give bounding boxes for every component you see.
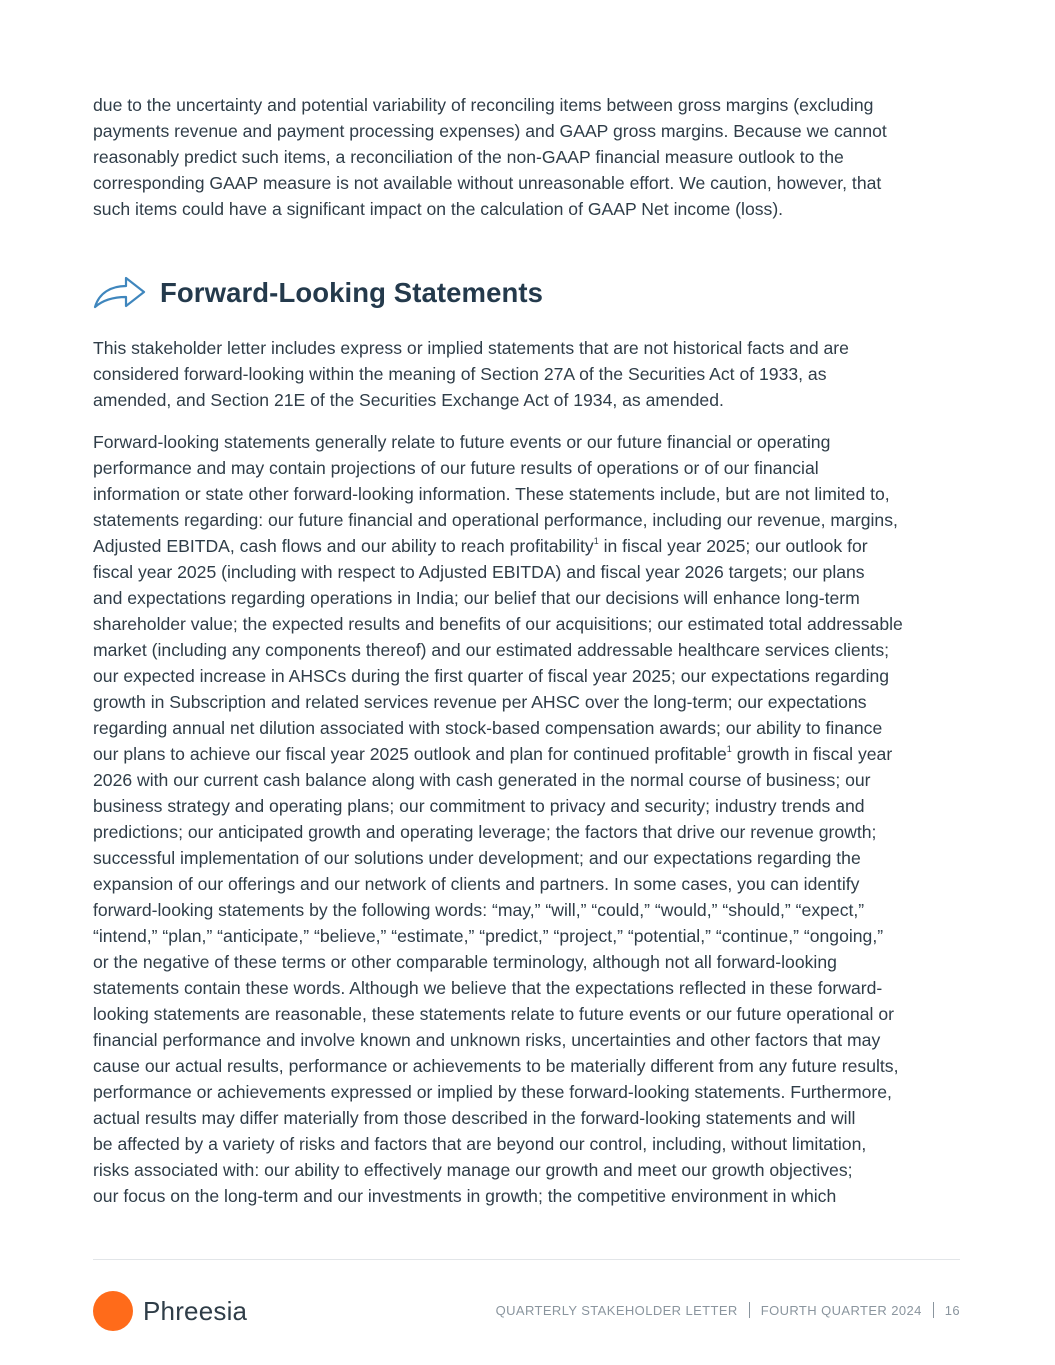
footnote-marker: 1 [726, 744, 732, 755]
text-line: Forward-looking statements generally relate to future events or our future financial or operating [93, 432, 831, 452]
footer-meta [496, 1302, 960, 1318]
text-line: performance and may contain projections of our future results of operations or of our financial [93, 458, 819, 478]
text-segment: Adjusted EBITDA, cash flows and our ability to reach profitability [93, 536, 594, 556]
text-line: due to the uncertainty and potential variability of reconciling items between gross margins (excluding [93, 95, 874, 115]
text-line: statements regarding: our future financial and operational performance, including our revenue, margins, [93, 510, 898, 530]
text-line: business strategy and operating plans; our commitment to privacy and security; industry trends and [93, 796, 865, 816]
text-line: “intend,” “plan,” “anticipate,” “believe,” “estimate,” “predict,” “project,” “potential,” “continue,” “ongoing,” [93, 926, 884, 946]
footnote-marker: 1 [593, 536, 599, 547]
document-title: QUARTERLY STAKEHOLDER LETTER [495, 1302, 738, 1318]
section-title: Forward-Looking Statements [160, 277, 544, 308]
text-line: such items could have a significant impact on the calculation of GAAP Net income (loss). [93, 199, 784, 219]
footer-divider [93, 1259, 960, 1260]
logo-wordmark: Phreesia [143, 1295, 248, 1326]
text-line: or the negative of these terms or other comparable terminology, although not all forward-looking [93, 952, 837, 972]
intro-paragraph [93, 92, 887, 222]
text-line: fiscal year 2025 (including with respect to Adjusted EBITDA) and fiscal year 2026 targets; our plans [93, 562, 865, 582]
text-line: 2026 with our current cash balance along with cash generated in the normal course of business; our [93, 770, 871, 790]
text-line: market (including any components thereof) and our estimated addressable healthcare services clients; [93, 640, 890, 660]
text-line: reasonably predict such items, a reconciliation of the non-GAAP financial measure outlook to the [93, 147, 844, 167]
text-segment: in fiscal year 2025; our outlook for [598, 536, 868, 556]
text-line: This stakeholder letter includes express or implied statements that are not historical facts and are [93, 338, 849, 358]
text-line: amended, and Section 21E of the Securities Exchange Act of 1934, as amended. [93, 390, 724, 410]
text-line: forward-looking statements by the following words: “may,” “will,” “could,” “would,” “should,” “expect,” [93, 900, 865, 920]
text-line: risks associated with: our ability to effectively manage our growth and meet our growth objectives; [93, 1160, 853, 1180]
text-line: information or state other forward-looking information. These statements include, but are not limited to, [93, 484, 890, 504]
text-line: expansion of our offerings and our network of clients and partners. In some cases, you can identify [93, 874, 860, 894]
text-line [93, 741, 903, 767]
text-line: looking statements are reasonable, these statements relate to future events or our future operational or [93, 1004, 894, 1024]
text-line: actual results may differ materially from those described in the forward-looking statements and will [93, 1108, 856, 1128]
text-line: financial performance and involve known and unknown risks, uncertainties and other factors that may [93, 1030, 881, 1050]
text-line [93, 533, 903, 559]
text-line: cause our actual results, performance or achievements to be materially different from any future results, [93, 1056, 899, 1076]
text-line: predictions; our anticipated growth and operating leverage; the factors that drive our revenue growth; [93, 822, 877, 842]
text-line: successful implementation of our solutions under development; and our expectations regarding the [93, 848, 861, 868]
text-line: regarding annual net dilution associated with stock-based compensation awards; our ability to finance [93, 718, 883, 738]
brand-logo [93, 1291, 247, 1331]
text-line: payments revenue and payment processing expenses) and GAAP gross margins. Because we cannot [93, 121, 887, 141]
text-segment: growth in fiscal year [731, 744, 893, 764]
text-line: be affected by a variety of risks and factors that are beyond our control, including, without limitation, [93, 1134, 867, 1154]
logo-circle-icon [93, 1291, 133, 1331]
page-number: 16 [944, 1302, 960, 1318]
section-heading [93, 268, 543, 318]
forward-looking-paragraph [93, 429, 903, 1209]
footer-separator [933, 1302, 934, 1318]
forward-arrow-icon [93, 273, 147, 313]
period-label: FOURTH QUARTER 2024 [760, 1302, 922, 1318]
text-line: shareholder value; the expected results and benefits of our acquisitions; our estimated total addressable [93, 614, 903, 634]
footer-separator [749, 1302, 750, 1318]
text-line: growth in Subscription and related services revenue per AHSC over the long-term; our expectations [93, 692, 867, 712]
text-line: statements contain these words. Although we believe that the expectations reflected in these forward- [93, 978, 883, 998]
text-line: our expected increase in AHSCs during the first quarter of fiscal year 2025; our expectations regarding [93, 666, 890, 686]
text-line: considered forward-looking within the meaning of Section 27A of the Securities Act of 1933, as [93, 364, 827, 384]
text-line: performance or achievements expressed or implied by these forward-looking statements. Furthermore, [93, 1082, 892, 1102]
text-line: our focus on the long-term and our investments in growth; the competitive environment in which [93, 1186, 837, 1206]
text-segment: our plans to achieve our fiscal year 2025 outlook and plan for continued profitable [93, 744, 727, 764]
text-line: and expectations regarding operations in India; our belief that our decisions will enhance long-term [93, 588, 860, 608]
text-line: corresponding GAAP measure is not available without unreasonable effort. We caution, however, that [93, 173, 882, 193]
intro-statement-paragraph [93, 335, 849, 413]
